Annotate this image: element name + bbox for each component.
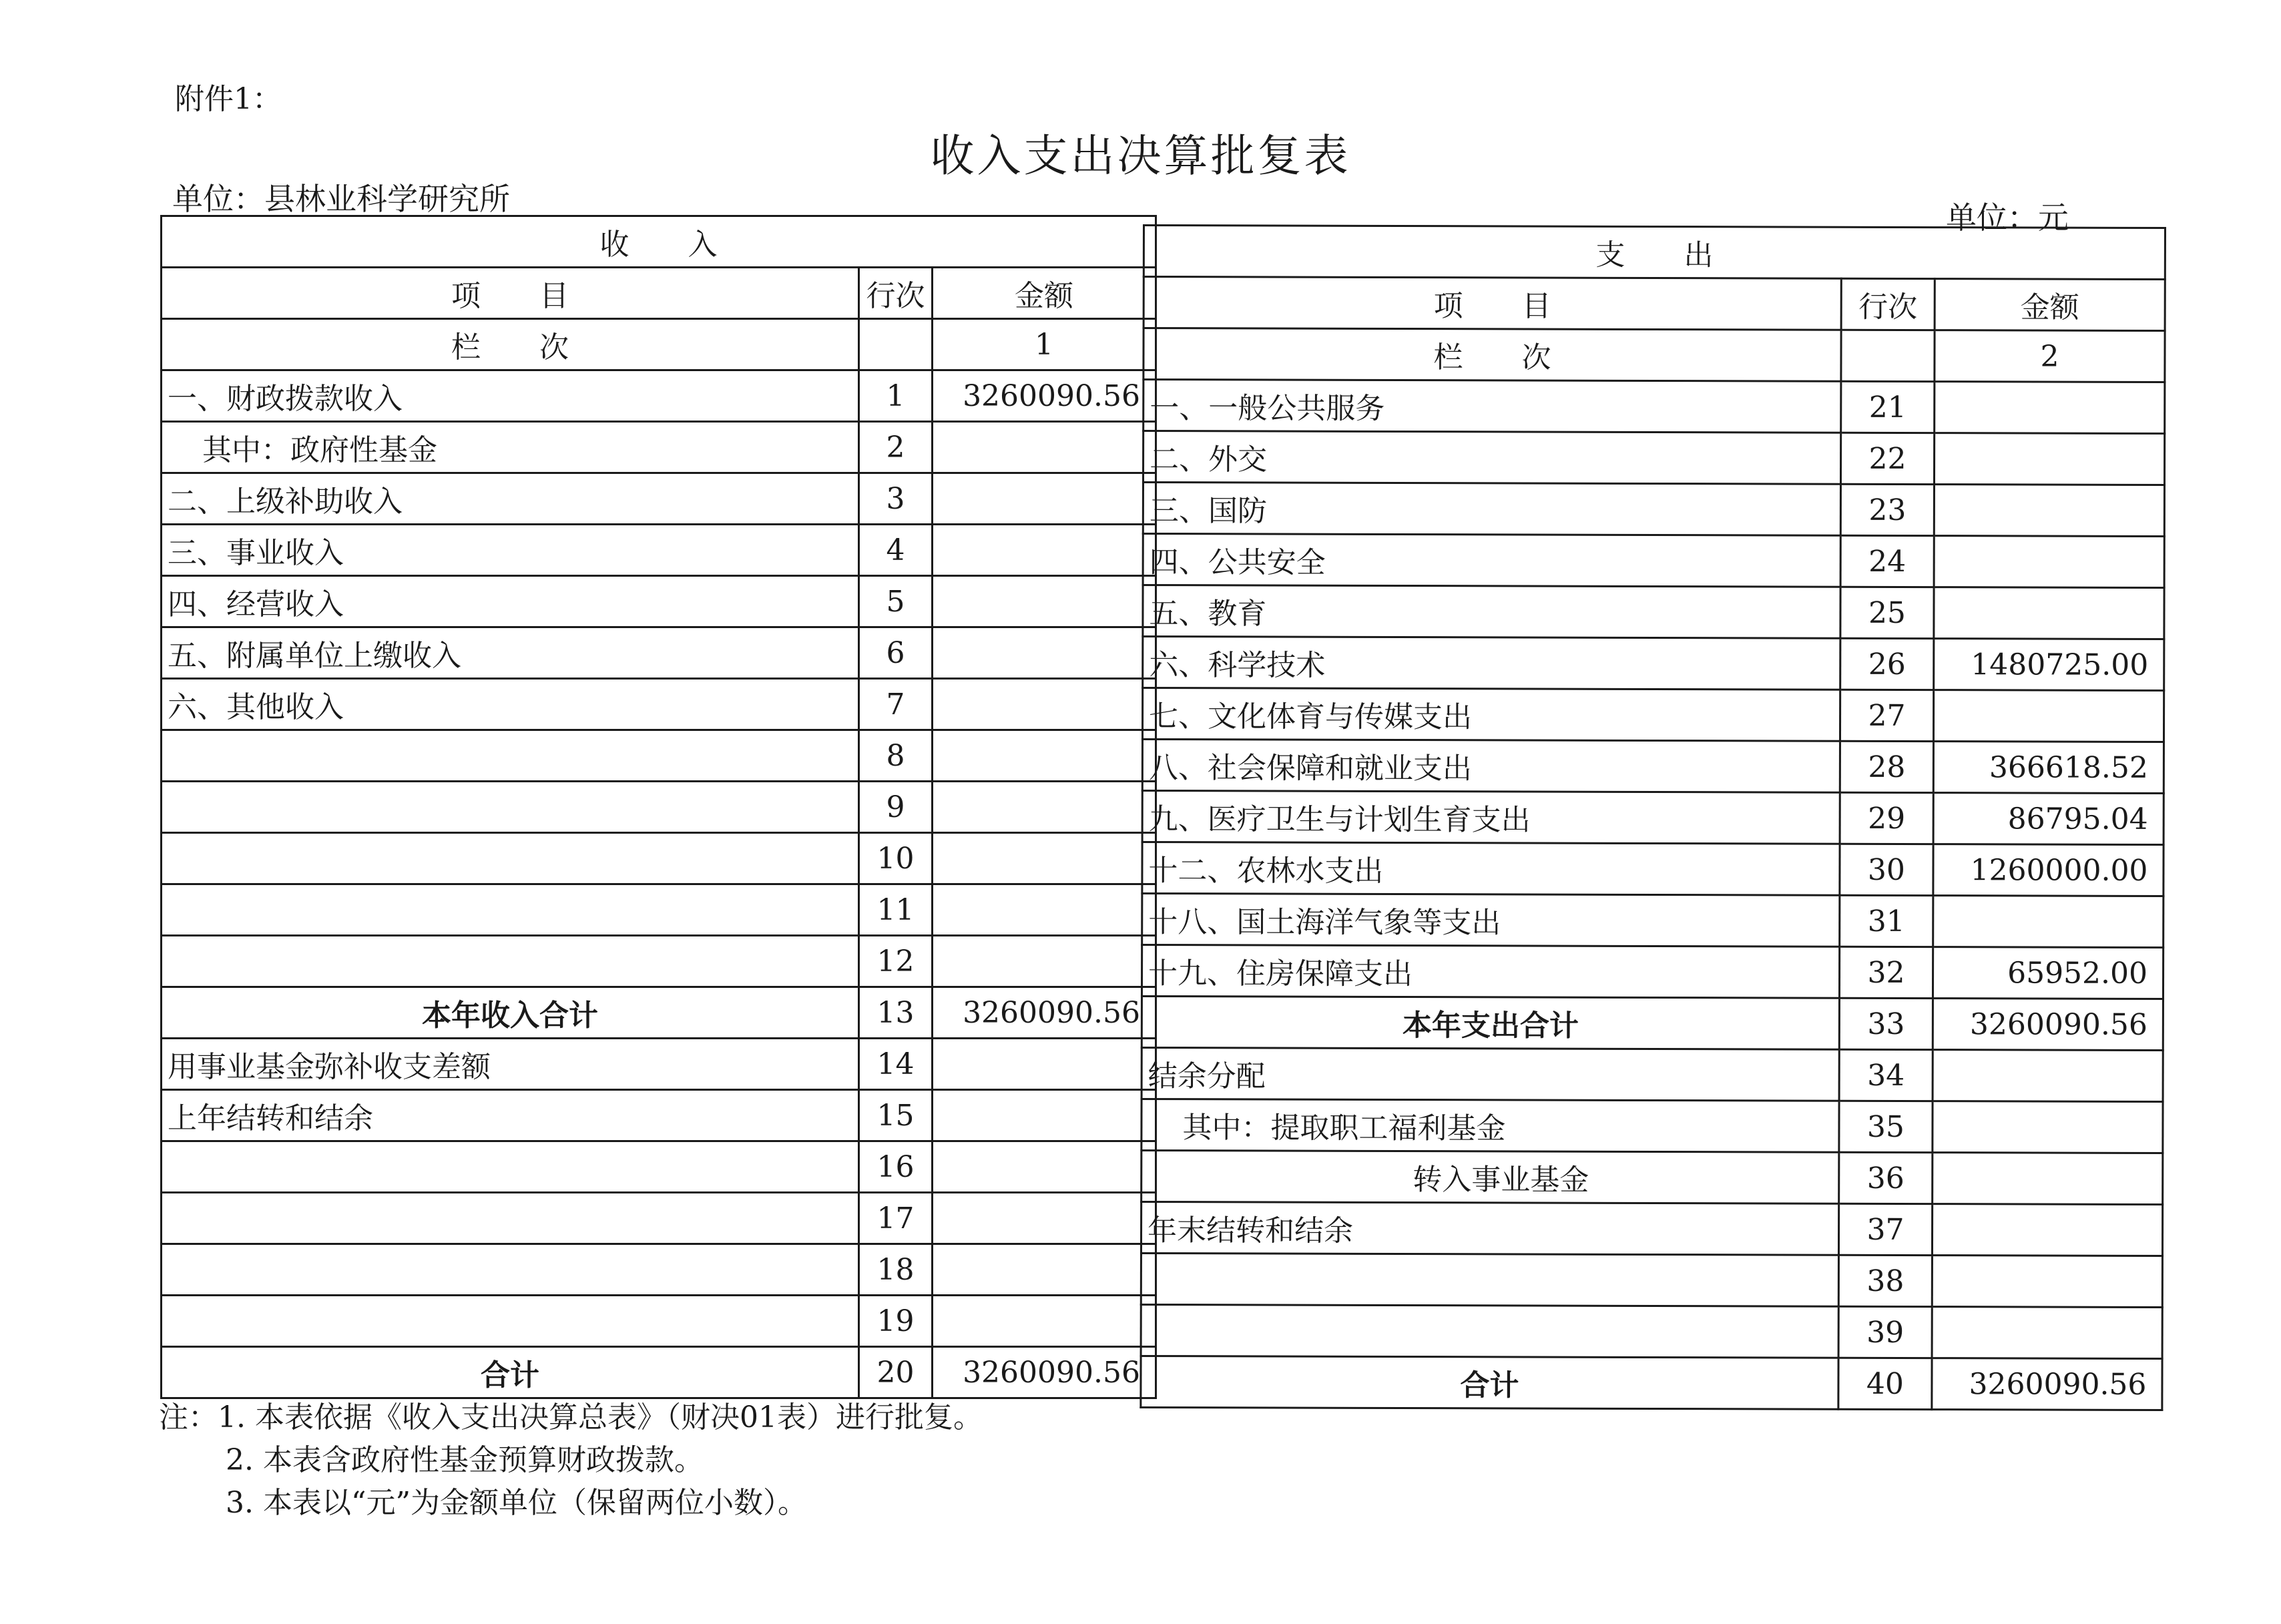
income-row-no: 8 bbox=[859, 730, 933, 782]
income-amount bbox=[933, 884, 1156, 936]
expense-item: 三、国防 bbox=[1143, 483, 1840, 536]
expense-amount bbox=[1932, 1307, 2162, 1359]
expense-amount bbox=[1932, 1204, 2162, 1256]
expense-subtotal-label: 本年支出合计 bbox=[1142, 997, 1839, 1050]
expense-row-no: 23 bbox=[1840, 484, 1934, 535]
expense-item bbox=[1141, 1253, 1838, 1306]
expense-item bbox=[1141, 1304, 1838, 1358]
table-row bbox=[1142, 740, 2164, 794]
income-item bbox=[162, 833, 859, 884]
income-total-label: 合计 bbox=[162, 1347, 859, 1398]
table-row bbox=[162, 525, 1156, 576]
table-row bbox=[1143, 534, 2164, 588]
expense-col-index-row bbox=[1841, 330, 1935, 381]
income-item bbox=[162, 782, 859, 833]
table-row bbox=[1141, 1356, 2162, 1410]
note-2: 2. 本表含政府性基金预算财政拨款。 bbox=[226, 1443, 704, 1477]
expense-row-no: 36 bbox=[1839, 1152, 1933, 1203]
expense-amount: 1480725.00 bbox=[1934, 639, 2164, 691]
expense-row-no: 28 bbox=[1840, 741, 1933, 792]
income-table bbox=[160, 215, 1157, 1399]
expense-row-no: 37 bbox=[1838, 1203, 1932, 1255]
income-amount bbox=[933, 833, 1156, 884]
income-col-index-label: 栏 次 bbox=[162, 319, 859, 370]
income-amount bbox=[933, 525, 1156, 576]
expense-row-no: 25 bbox=[1840, 587, 1934, 638]
table-row bbox=[162, 1193, 1156, 1244]
income-row-no: 17 bbox=[859, 1193, 933, 1244]
table-row bbox=[162, 987, 1156, 1039]
income-row-no: 9 bbox=[859, 782, 933, 833]
table-row bbox=[1143, 483, 2164, 537]
expense-amount bbox=[1934, 485, 2164, 537]
expense-item: 九、医疗卫生与计划生育支出 bbox=[1142, 791, 1840, 844]
income-row-no: 20 bbox=[859, 1347, 933, 1398]
table-row bbox=[1143, 585, 2164, 639]
expense-col-index-value: 2 bbox=[1935, 330, 2165, 382]
income-item bbox=[162, 730, 859, 782]
income-item bbox=[162, 1244, 859, 1296]
income-item: 六、其他收入 bbox=[162, 679, 859, 730]
expense-amount bbox=[1934, 587, 2164, 639]
table-row bbox=[1143, 431, 2164, 485]
table-row bbox=[162, 1347, 1156, 1398]
expense-row-no: 40 bbox=[1838, 1358, 1932, 1409]
income-amount bbox=[933, 936, 1156, 987]
expense-row-no: 29 bbox=[1840, 792, 1933, 844]
expense-item: 一、一般公共服务 bbox=[1144, 380, 1841, 433]
expense-row-no: 34 bbox=[1839, 1049, 1933, 1101]
expense-row-no: 30 bbox=[1840, 844, 1933, 895]
table-row bbox=[1143, 637, 2164, 691]
expense-subtotal-amount: 3260090.56 bbox=[1933, 999, 2163, 1051]
table-row bbox=[162, 576, 1156, 627]
income-row-no: 12 bbox=[859, 936, 933, 987]
expense-item: 八、社会保障和就业支出 bbox=[1142, 740, 1840, 793]
expense-row-no: 31 bbox=[1840, 895, 1933, 946]
expense-amount bbox=[1933, 690, 2164, 742]
income-amount bbox=[933, 1141, 1156, 1193]
income-item: 三、事业收入 bbox=[162, 525, 859, 576]
income-amount bbox=[933, 1296, 1156, 1347]
income-col-index-value: 1 bbox=[933, 319, 1156, 370]
expense-row-no: 24 bbox=[1840, 535, 1934, 587]
income-amount: 3260090.56 bbox=[933, 370, 1156, 422]
income-section-title: 收 入 bbox=[162, 216, 1156, 268]
expense-row-no: 32 bbox=[1839, 946, 1933, 998]
expense-item: 其中：提取职工福利基金 bbox=[1142, 1099, 1839, 1152]
expense-amount bbox=[1933, 1153, 2163, 1205]
expense-amount bbox=[1934, 536, 2164, 588]
table-row bbox=[162, 782, 1156, 833]
table-row bbox=[162, 936, 1156, 987]
income-amount bbox=[933, 679, 1156, 730]
expense-item: 十二、农林水支出 bbox=[1142, 842, 1840, 896]
expense-amount bbox=[1933, 1101, 2163, 1153]
income-total-amount: 3260090.56 bbox=[933, 1347, 1156, 1398]
income-item: 用事业基金弥补收支差额 bbox=[162, 1039, 859, 1090]
expense-item: 二、外交 bbox=[1143, 431, 1840, 485]
income-amount bbox=[933, 1090, 1156, 1141]
expense-amount: 366618.52 bbox=[1933, 742, 2164, 794]
income-row-no: 11 bbox=[859, 884, 933, 936]
income-item: 二、上级补助收入 bbox=[162, 473, 859, 525]
expense-item: 十九、住房保障支出 bbox=[1142, 945, 1839, 999]
income-item bbox=[162, 1141, 859, 1193]
table-row bbox=[1142, 791, 2164, 845]
income-row-no: 1 bbox=[859, 370, 933, 422]
table-row bbox=[1144, 380, 2165, 434]
expense-col-amount: 金额 bbox=[1935, 279, 2165, 331]
expense-row-no: 33 bbox=[1839, 998, 1933, 1049]
income-row-no: 15 bbox=[859, 1090, 933, 1141]
expense-row-no: 27 bbox=[1840, 690, 1933, 741]
expense-item: 年末结转和结余 bbox=[1141, 1201, 1838, 1255]
income-item bbox=[162, 1193, 859, 1244]
income-row-no: 2 bbox=[859, 422, 933, 473]
income-amount bbox=[933, 730, 1156, 782]
income-subtotal-label: 本年收入合计 bbox=[162, 987, 859, 1039]
note-3: 3. 本表以“元”为金额单位（保留两位小数）。 bbox=[226, 1486, 807, 1520]
expense-row-no: 35 bbox=[1839, 1101, 1933, 1152]
table-row bbox=[1142, 1047, 2163, 1101]
income-subtotal-amount: 3260090.56 bbox=[933, 987, 1156, 1039]
table-row bbox=[1142, 1150, 2163, 1204]
income-row-no: 10 bbox=[859, 833, 933, 884]
expense-row-no: 38 bbox=[1838, 1255, 1932, 1306]
expense-col-item: 项 目 bbox=[1144, 277, 1841, 330]
income-row-no: 7 bbox=[859, 679, 933, 730]
income-col-row: 行次 bbox=[859, 268, 933, 319]
income-item bbox=[162, 884, 859, 936]
income-item: 一、财政拨款收入 bbox=[162, 370, 859, 422]
page-title: 收入支出决算批复表 bbox=[930, 130, 1351, 182]
expense-item: 结余分配 bbox=[1142, 1047, 1839, 1101]
income-col-index-row bbox=[859, 319, 933, 370]
income-item: 五、附属单位上缴收入 bbox=[162, 627, 859, 679]
attachment-label: 附件1： bbox=[175, 82, 282, 116]
income-item bbox=[162, 1296, 859, 1347]
expense-amount bbox=[1933, 896, 2164, 948]
expense-section-title: 支 出 bbox=[1144, 226, 2165, 280]
income-row-no: 13 bbox=[859, 987, 933, 1039]
income-item bbox=[162, 936, 859, 987]
expense-item: 十八、国土海洋气象等支出 bbox=[1142, 894, 1840, 947]
table-row bbox=[162, 1141, 1156, 1193]
income-row-no: 16 bbox=[859, 1141, 933, 1193]
table-row bbox=[162, 884, 1156, 936]
table-row bbox=[162, 1090, 1156, 1141]
income-row-no: 5 bbox=[859, 576, 933, 627]
table-row bbox=[162, 627, 1156, 679]
expense-total-label: 合计 bbox=[1141, 1356, 1838, 1409]
expense-item: 五、教育 bbox=[1143, 585, 1840, 639]
expense-amount bbox=[1932, 1256, 2162, 1308]
table-row bbox=[1142, 1099, 2163, 1153]
expense-amount: 1260000.00 bbox=[1933, 844, 2164, 896]
expense-table bbox=[1139, 224, 2166, 1411]
expense-col-row: 行次 bbox=[1841, 278, 1935, 330]
income-row-no: 14 bbox=[859, 1039, 933, 1090]
expense-amount: 86795.04 bbox=[1933, 793, 2164, 845]
table-row bbox=[162, 1039, 1156, 1090]
expense-amount bbox=[1935, 382, 2165, 434]
income-amount bbox=[933, 576, 1156, 627]
expense-item: 四、公共安全 bbox=[1143, 534, 1840, 587]
table-row bbox=[1141, 1201, 2162, 1256]
table-row bbox=[1142, 945, 2163, 999]
income-item: 其中：政府性基金 bbox=[162, 422, 859, 473]
table-row bbox=[1142, 894, 2164, 948]
table-row bbox=[162, 422, 1156, 473]
expense-total-amount: 3260090.56 bbox=[1932, 1358, 2162, 1410]
expense-col-index-label: 栏 次 bbox=[1144, 328, 1841, 382]
expense-row-no: 22 bbox=[1840, 433, 1934, 484]
income-row-no: 18 bbox=[859, 1244, 933, 1296]
table-row bbox=[1141, 1253, 2162, 1307]
expense-row-no: 21 bbox=[1841, 381, 1935, 433]
table-row bbox=[162, 370, 1156, 422]
income-col-amount: 金额 bbox=[933, 268, 1156, 319]
table-row bbox=[162, 679, 1156, 730]
income-amount bbox=[933, 1039, 1156, 1090]
table-row bbox=[162, 730, 1156, 782]
table-row bbox=[162, 1296, 1156, 1347]
income-amount bbox=[933, 1244, 1156, 1296]
table-row bbox=[1142, 842, 2164, 896]
income-row-no: 19 bbox=[859, 1296, 933, 1347]
unit-organization: 单位：县林业科学研究所 bbox=[172, 181, 510, 217]
notes bbox=[159, 1396, 983, 1525]
expense-row-no: 39 bbox=[1838, 1306, 1932, 1358]
expense-item: 六、科学技术 bbox=[1143, 637, 1840, 690]
table-row bbox=[1141, 1304, 2162, 1358]
income-row-no: 3 bbox=[859, 473, 933, 525]
income-col-item: 项 目 bbox=[162, 268, 859, 319]
income-row-no: 4 bbox=[859, 525, 933, 576]
expense-amount bbox=[1933, 1050, 2163, 1102]
income-amount bbox=[933, 1193, 1156, 1244]
expense-amount: 65952.00 bbox=[1933, 947, 2163, 999]
income-item: 四、经营收入 bbox=[162, 576, 859, 627]
income-amount bbox=[933, 422, 1156, 473]
income-amount bbox=[933, 627, 1156, 679]
expense-amount bbox=[1934, 433, 2164, 485]
income-row-no: 6 bbox=[859, 627, 933, 679]
income-amount bbox=[933, 473, 1156, 525]
table-row bbox=[1142, 997, 2163, 1051]
table-row bbox=[1142, 688, 2164, 742]
table-row bbox=[162, 1244, 1156, 1296]
income-item: 上年结转和结余 bbox=[162, 1090, 859, 1141]
unit-currency: 单位：元 bbox=[1946, 200, 2069, 236]
table-row bbox=[162, 473, 1156, 525]
income-amount bbox=[933, 782, 1156, 833]
expense-row-no: 26 bbox=[1840, 638, 1934, 690]
expense-item: 七、文化体育与传媒支出 bbox=[1142, 688, 1840, 742]
note-1: 注：1. 本表依据《收入支出决算总表》（财决01表）进行批复。 bbox=[159, 1400, 983, 1434]
table-row bbox=[162, 833, 1156, 884]
expense-item: 转入事业基金 bbox=[1142, 1150, 1839, 1203]
